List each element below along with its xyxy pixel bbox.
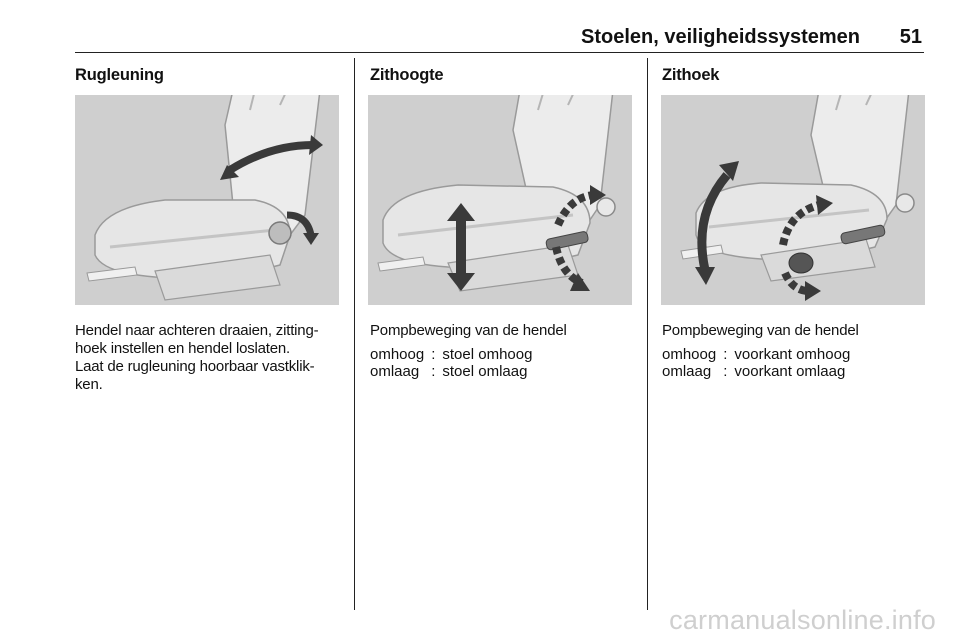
watermark: carmanualsonline.info	[669, 605, 936, 635]
definition-desc: stoel omhoog	[442, 346, 533, 363]
paragraph-line: ken.	[75, 376, 103, 393]
paragraph-line: hoek instellen en hendel loslaten.	[75, 340, 291, 357]
page-number: 51	[899, 26, 922, 48]
paragraph-line: Pompbeweging van de hendel	[370, 322, 567, 339]
paragraph-line: Pompbeweging van de hendel	[662, 322, 859, 339]
column-heading: Rugleuning	[75, 66, 164, 84]
definition-desc: voorkant omlaag	[734, 363, 846, 380]
definition-desc: stoel omlaag	[442, 363, 528, 380]
column-body-text	[662, 322, 930, 340]
paragraph-line: Hendel naar achteren draaien, zitting-	[75, 322, 319, 339]
lever-action-list	[370, 346, 532, 380]
definition-term: omlaag	[370, 363, 420, 380]
seat-height-adjustment-illustration	[368, 95, 632, 305]
definition-term: omhoog	[370, 346, 425, 363]
list-item	[370, 346, 532, 363]
definition-separator: :	[723, 363, 728, 380]
definition-separator: :	[431, 346, 436, 363]
list-item	[662, 346, 850, 363]
column-divider	[354, 58, 355, 610]
list-item	[370, 363, 532, 380]
definition-separator: :	[723, 346, 728, 363]
column-body-text	[370, 322, 638, 340]
paragraph-line: Laat de rugleuning hoorbaar vastklik-	[75, 358, 315, 375]
header-rule	[75, 52, 924, 53]
definition-separator: :	[431, 363, 436, 380]
seat-tilt-adjustment-illustration	[661, 95, 925, 305]
seat-backrest-adjustment-illustration	[75, 95, 339, 305]
section-title: Stoelen, veiligheidssystemen	[581, 26, 860, 48]
column-body-text	[75, 322, 343, 394]
definition-desc: voorkant omhoog	[734, 346, 851, 363]
column-divider	[647, 58, 648, 610]
column-heading: Zithoek	[662, 66, 720, 84]
lever-action-list	[662, 346, 850, 380]
list-item	[662, 363, 850, 380]
definition-term: omhoog	[662, 346, 717, 363]
column-heading: Zithoogte	[370, 66, 444, 84]
definition-term: omlaag	[662, 363, 712, 380]
